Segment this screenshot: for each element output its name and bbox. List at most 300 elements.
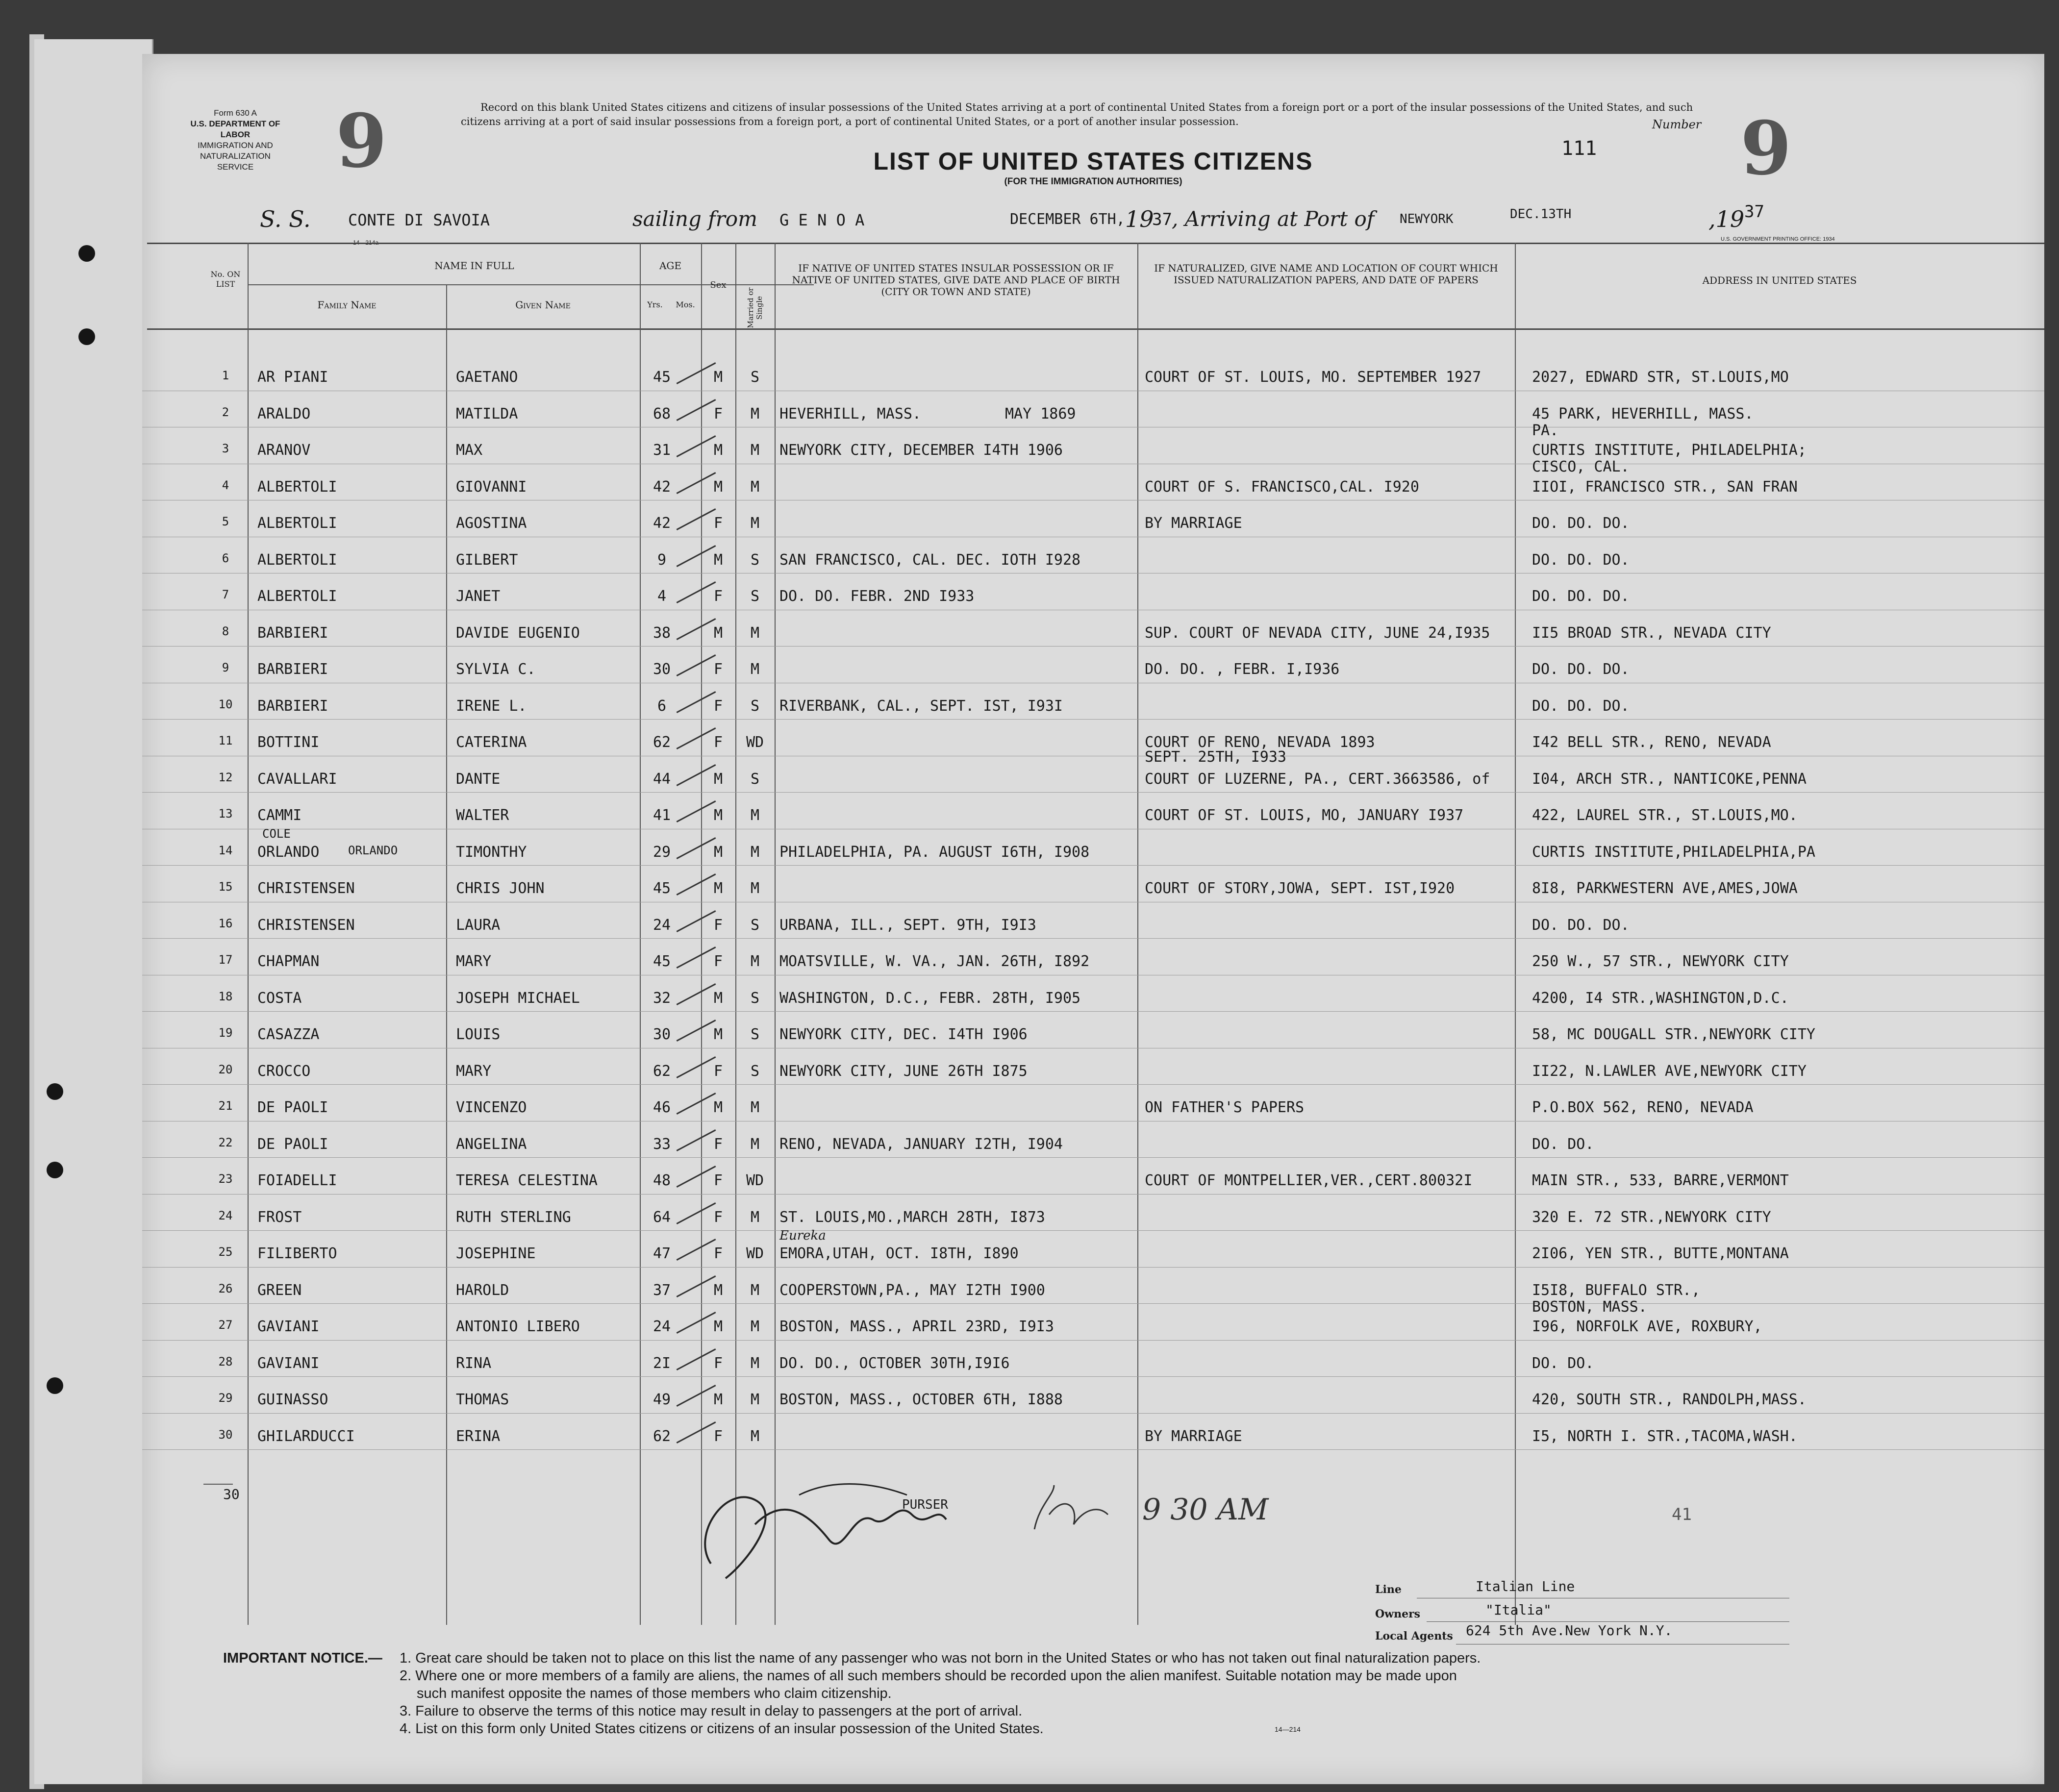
family-name: CHAPMAN	[257, 953, 320, 970]
age-years: 48	[653, 1172, 671, 1189]
birth-place-date: NEWYORK CITY, JUNE 26TH I875	[779, 1062, 1028, 1080]
family-name: BOTTINI	[257, 734, 320, 751]
marital-status: S	[750, 989, 760, 1007]
sex: M	[713, 551, 723, 569]
us-address: 420, SOUTH STR., RANDOLPH,MASS.	[1532, 1391, 1807, 1408]
arrival-year: 37	[1744, 202, 1764, 222]
arriving-label: , Arriving at Port of	[1172, 207, 1375, 231]
marital-status: M	[750, 953, 760, 970]
us-address: DO. DO. DO.	[1532, 515, 1630, 532]
page-count: 41	[1672, 1505, 1692, 1524]
table-row	[142, 504, 2044, 540]
marital-status: M	[750, 442, 760, 459]
age-years: 33	[653, 1135, 671, 1153]
age-years: 9	[657, 551, 667, 569]
table-row	[142, 760, 2044, 796]
department-name: U.S. DEPARTMENT OF LABOR	[190, 119, 280, 139]
table-row	[142, 541, 2044, 577]
given-name: GIOVANNI	[456, 478, 527, 496]
age-years: 44	[653, 770, 671, 788]
given-name: AGOSTINA	[456, 515, 527, 532]
naturalization-court: BY MARRIAGE	[1145, 1427, 1242, 1445]
given-name: RINA	[456, 1354, 492, 1372]
col-married-header: Married or Single	[746, 287, 764, 328]
marital-status: S	[750, 1062, 760, 1080]
row-number: 19	[218, 1026, 233, 1040]
service-name: IMMIGRATION AND NATURALIZATION SERVICE	[198, 141, 273, 172]
birth-place-date: HEVERHILL, MASS.	[779, 405, 921, 423]
us-address: I5I8, BUFFALO STR.,	[1532, 1281, 1701, 1299]
age-years: 62	[653, 734, 671, 751]
row-number: 1	[222, 369, 229, 382]
given-name: IRENE L.	[456, 697, 527, 715]
col-sex-header: Sex	[710, 280, 727, 290]
marital-status: M	[750, 478, 760, 496]
given-name: VINCENZO	[456, 1099, 527, 1116]
ss-label: S. S.	[260, 206, 311, 232]
us-address: II22, N.LAWLER AVE,NEWYORK CITY	[1532, 1062, 1807, 1080]
sheet-number: 111	[1561, 137, 1597, 160]
naturalization-court: COURT OF LUZERNE, PA., CERT.3663586, of	[1145, 770, 1490, 788]
marital-status: S	[750, 551, 760, 569]
row-number: 13	[218, 807, 233, 821]
notice-title: IMPORTANT NOTICE.—	[223, 1650, 382, 1666]
family-correction-note: ORLANDO	[348, 843, 398, 857]
sex: F	[713, 1427, 723, 1445]
family-name: BARBIERI	[257, 697, 328, 715]
row-number: 6	[222, 551, 229, 565]
sex: M	[713, 624, 723, 642]
row-number: 15	[218, 880, 233, 894]
row-number: 10	[218, 697, 233, 711]
row-number: 24	[218, 1208, 233, 1222]
us-address: 2027, EDWARD STR, ST.LOUIS,MO	[1532, 369, 1789, 386]
notice-item-3: 3. Failure to observe the terms of this notice may result in delay to passengers at the port of arrival.	[400, 1703, 1023, 1719]
marital-status: M	[750, 880, 760, 897]
us-address: P.O.BOX 562, RENO, NEVADA	[1532, 1099, 1754, 1116]
line-value: Italian Line	[1476, 1578, 1575, 1594]
marital-status: M	[750, 515, 760, 532]
given-name: TERESA CELESTINA	[456, 1172, 598, 1189]
given-name: ANTONIO LIBERO	[456, 1318, 580, 1335]
family-name: DE PAOLI	[257, 1099, 328, 1116]
owners-rule	[1427, 1621, 1789, 1622]
row-number: 12	[218, 770, 233, 784]
birth-place-date: RENO, NEVADA, JANUARY I2TH, I904	[779, 1135, 1063, 1153]
naturalization-court: COURT OF RENO, NEVADA 1893	[1145, 734, 1375, 751]
marital-status: M	[750, 1099, 760, 1116]
age-years: 45	[653, 953, 671, 970]
us-address: IIOI, FRANCISCO STR., SAN FRAN	[1532, 478, 1798, 496]
birth-place-date: WASHINGTON, D.C., FEBR. 28TH, I905	[779, 989, 1081, 1007]
row-number: 28	[218, 1354, 233, 1369]
naturalization-court: COURT OF STORY,JOWA, SEPT. IST,I920	[1145, 880, 1455, 897]
ship-name: CONTE DI SAVOIA	[348, 211, 490, 229]
given-name: MATILDA	[456, 405, 518, 423]
naturalization-court: DO. DO. , FEBR. I,I936	[1145, 661, 1340, 678]
row-number: 21	[218, 1099, 233, 1113]
col-family-header: Family Name	[317, 299, 377, 311]
us-address: I42 BELL STR., RENO, NEVADA	[1532, 734, 1771, 751]
us-address: DO. DO. DO.	[1532, 551, 1630, 569]
sex: F	[713, 953, 723, 970]
marital-status: M	[750, 1427, 760, 1445]
family-name: BARBIERI	[257, 661, 328, 678]
birth-place-date: PHILADELPHIA, PA. AUGUST I6TH, I908	[779, 843, 1090, 861]
us-address: DO. DO. DO.	[1532, 588, 1630, 605]
row-number: 9	[222, 661, 229, 674]
instructions-text: Record on this blank United States citizens and citizens of insular possessions of the United States arriving at a port of continental United States from a foreign port or a port of the insular possessions of the United States, and such citizens arriving at a port of said insular possessions from a foreign port, a port of continental United States, or a port of another insular possession.	[461, 101, 1693, 127]
port-from: G E N O A	[779, 211, 865, 229]
age-years: 45	[653, 369, 671, 386]
marital-status: S	[750, 1026, 760, 1043]
table-row	[142, 650, 2044, 686]
line-label: Line	[1375, 1583, 1402, 1596]
row-number: 2	[222, 405, 229, 419]
sex: M	[713, 807, 723, 824]
us-address: I04, ARCH STR., NANTICOKE,PENNA	[1532, 770, 1807, 788]
given-name: MARY	[456, 953, 492, 970]
birth-place-date: URBANA, ILL., SEPT. 9TH, I9I3	[779, 916, 1036, 934]
age-years: 41	[653, 807, 671, 824]
table-row	[142, 1015, 2044, 1051]
birth-place-date: ST. LOUIS,MO.,MARCH 28TH, I873	[779, 1208, 1045, 1226]
birth-place-date: NEWYORK CITY, DEC. I4TH I906	[779, 1026, 1028, 1043]
age-years: 31	[653, 442, 671, 459]
sex: M	[713, 1099, 723, 1116]
given-name: WALTER	[456, 807, 509, 824]
table-row	[142, 1380, 2044, 1417]
table-row	[142, 358, 2044, 394]
sex: F	[713, 1245, 723, 1262]
family-name: CHRISTENSEN	[257, 880, 355, 897]
table-row	[142, 1228, 2044, 1270]
family-name: GHILARDUCCI	[257, 1427, 355, 1445]
table-row	[142, 1307, 2044, 1344]
col-age-header: AGE	[659, 260, 682, 272]
table-row	[142, 1088, 2044, 1124]
table-row	[142, 906, 2044, 942]
age-years: 6	[657, 697, 667, 715]
family-name: BARBIERI	[257, 624, 328, 642]
table-row	[142, 395, 2044, 439]
row-number: 29	[218, 1391, 233, 1405]
row-number: 25	[218, 1245, 233, 1259]
naturalization-court: COURT OF ST. LOUIS, MO. SEPTEMBER 1927	[1145, 369, 1481, 386]
total-count: 30	[223, 1486, 240, 1502]
age-years: 49	[653, 1391, 671, 1408]
sex: M	[713, 1281, 723, 1299]
form-number: Form 630 A	[214, 108, 257, 118]
sex: F	[713, 734, 723, 751]
col-name-header: NAME IN FULL	[434, 260, 514, 272]
purser-label: PURSER	[902, 1497, 948, 1512]
age-years: 2I	[653, 1354, 671, 1372]
table-row	[142, 1417, 2044, 1453]
given-name: DAVIDE EUGENIO	[456, 624, 580, 642]
sex: M	[713, 369, 723, 386]
marital-status: M	[750, 1281, 760, 1299]
sex: M	[713, 1391, 723, 1408]
family-name: COSTA	[257, 989, 302, 1007]
marital-status: WD	[746, 1172, 764, 1189]
us-address: CURTIS INSTITUTE,PHILADELPHIA,PA	[1532, 843, 1815, 861]
birth-place-date: SAN FRANCISCO, CAL. DEC. IOTH I928	[779, 551, 1081, 569]
marital-status: S	[750, 588, 760, 605]
age-years: 4	[657, 588, 667, 605]
birth-place-date: MOATSVILLE, W. VA., JAN. 26TH, I892	[779, 953, 1090, 970]
bottom-code: 14—214	[1275, 1725, 1301, 1733]
given-name: MARY	[456, 1062, 492, 1080]
col-birth-header: IF NATIVE OF UNITED STATES INSULAR POSSESSION OR IF NATIVE OF UNITED STATES, GIVE DATE AND PLACE OF BIRTH (CITY OR TOWN AND STATE)	[792, 262, 1120, 298]
sailing-label: sailing from	[632, 207, 757, 231]
notice-item-2-cont: such manifest opposite the names of those members who claim citizenship.	[417, 1686, 892, 1701]
marital-status: M	[750, 624, 760, 642]
number-label: Number	[1652, 118, 1702, 131]
depart-date: DECEMBER 6TH,	[1010, 211, 1125, 228]
marital-status: M	[750, 1135, 760, 1153]
sex: M	[713, 770, 723, 788]
table-row	[142, 723, 2044, 766]
us-address: II5 BROAD STR., NEVADA CITY	[1532, 624, 1771, 642]
punch-hole	[78, 328, 95, 345]
owners-label: Owners	[1375, 1608, 1421, 1620]
age-years: 46	[653, 1099, 671, 1116]
us-address: 422, LAUREL STR., ST.LOUIS,MO.	[1532, 807, 1798, 824]
naturalization-court: ON FATHER'S PAPERS	[1145, 1099, 1305, 1116]
year-prefix: 19	[1125, 206, 1154, 232]
agents-label: Local Agents	[1375, 1630, 1453, 1643]
punch-hole	[47, 1377, 63, 1394]
given-name: SYLVIA C.	[456, 661, 536, 678]
naturalization-court: COURT OF MONTPELLIER,VER.,CERT.80032I	[1145, 1172, 1473, 1189]
sex: F	[713, 1062, 723, 1080]
sex: M	[713, 989, 723, 1007]
given-name: CHRIS JOHN	[456, 880, 545, 897]
time-note: 9 30 AM	[1142, 1493, 1269, 1527]
age-years: 42	[653, 515, 671, 532]
family-name: ARANOV	[257, 442, 311, 459]
notice-item-1: 1. Great care should be taken not to place on this list the name of any passenger who was not born in the United States or who has not taken out final naturalization papers.	[400, 1650, 1481, 1666]
family-name: GAVIANI	[257, 1354, 320, 1372]
row-number: 17	[218, 953, 233, 967]
age-years: 30	[653, 1026, 671, 1043]
table-row	[142, 1161, 2044, 1197]
age-years: 38	[653, 624, 671, 642]
us-address: 8I8, PARKWESTERN AVE,AMES,JOWA	[1532, 880, 1798, 897]
given-name: GAETANO	[456, 369, 518, 386]
row-number: 8	[222, 624, 229, 638]
age-years: 68	[653, 405, 671, 423]
sex: F	[713, 515, 723, 532]
age-years: 24	[653, 916, 671, 934]
birth-place-date: COOPERSTOWN,PA., MAY I2TH I900	[779, 1281, 1045, 1299]
sex: F	[713, 697, 723, 715]
notice-item-2: 2. Where one or more members of a family are aliens, the names of all such members should be recorded upon the alien manifest. Suitable notation may be made upon	[400, 1668, 1457, 1684]
sex: M	[713, 880, 723, 897]
table-row	[142, 614, 2044, 650]
given-name: JANET	[456, 588, 501, 605]
marital-status: M	[750, 1318, 760, 1335]
birth-extra: MAY 1869	[1005, 405, 1076, 423]
back-sheet	[34, 39, 153, 1784]
us-address: 2I06, YEN STR., BUTTE,MONTANA	[1532, 1245, 1789, 1262]
family-name: CHRISTENSEN	[257, 916, 355, 934]
sex: F	[713, 405, 723, 423]
family-name: CAMMI	[257, 807, 302, 824]
family-name: GUINASSO	[257, 1391, 328, 1408]
birth-place-date: BOSTON, MASS., APRIL 23RD, I9I3	[779, 1318, 1054, 1335]
col-mos-header: Mos.	[676, 300, 695, 309]
age-years: 62	[653, 1427, 671, 1445]
col-address-header: ADDRESS IN UNITED STATES	[1702, 274, 1857, 286]
row-number: 23	[218, 1172, 233, 1186]
address-extra: BOSTON, MASS.	[1532, 1298, 1647, 1316]
marital-status: M	[750, 405, 760, 423]
sex: M	[713, 1318, 723, 1335]
marital-status: M	[750, 1354, 760, 1372]
row-number: 27	[218, 1318, 233, 1332]
sex: F	[713, 1172, 723, 1189]
sex: F	[713, 916, 723, 934]
table-row	[142, 687, 2044, 723]
age-years: 24	[653, 1318, 671, 1335]
family-name: ORLANDO	[257, 843, 320, 861]
marital-status: S	[750, 697, 760, 715]
given-name: TIMONTHY	[456, 843, 527, 861]
given-name: JOSEPHINE	[456, 1245, 536, 1262]
us-address: 4200, I4 STR.,WASHINGTON,D.C.	[1532, 989, 1789, 1007]
row-number: 4	[222, 478, 229, 492]
manifest-page	[142, 54, 2044, 1784]
sex: M	[713, 478, 723, 496]
number-value: 9	[1740, 105, 1792, 192]
table-row	[142, 942, 2044, 978]
table-row	[142, 431, 2044, 475]
age-years: 64	[653, 1208, 671, 1226]
table-row	[142, 796, 2044, 832]
family-name: ALBERTOLI	[257, 478, 337, 496]
col-no-header: No. ON LIST	[210, 270, 241, 289]
naturalization-court: COURT OF ST. LOUIS, MO, JANUARY I937	[1145, 807, 1464, 824]
family-name: CROCCO	[257, 1062, 311, 1080]
row-number: 3	[222, 442, 229, 455]
table-row	[142, 577, 2044, 613]
birth-place-date: DO. DO., OCTOBER 30TH,I9I6	[779, 1354, 1010, 1372]
marital-status: WD	[746, 734, 764, 751]
us-address: DO. DO. DO.	[1532, 916, 1630, 934]
table-row	[142, 1052, 2044, 1088]
table-row	[142, 826, 2044, 869]
family-name: GAVIANI	[257, 1318, 320, 1335]
address-extra: CISCO, CAL.	[1532, 458, 1630, 475]
us-address: 58, MC DOUGALL STR.,NEWYORK CITY	[1532, 1026, 1815, 1043]
row-number: 11	[218, 734, 233, 747]
table-row	[142, 1198, 2044, 1234]
family-name: ALBERTOLI	[257, 588, 337, 605]
given-name: MAX	[456, 442, 483, 459]
header-bottom-rule	[147, 328, 2044, 330]
given-name: HAROLD	[456, 1281, 509, 1299]
us-address: CURTIS INSTITUTE, PHILADELPHIA;	[1532, 442, 1807, 459]
us-address: DO. DO. DO.	[1532, 697, 1630, 715]
family-name: ALBERTOLI	[257, 515, 337, 532]
sex: F	[713, 588, 723, 605]
row-number: 5	[222, 515, 229, 528]
given-name: THOMAS	[456, 1391, 509, 1408]
sex: F	[713, 1135, 723, 1153]
age-years: 45	[653, 880, 671, 897]
marital-status: M	[750, 843, 760, 861]
age-years: 29	[653, 843, 671, 861]
page-title: LIST OF UNITED STATES CITIZENS	[873, 148, 1313, 175]
owners-value: "Italia"	[1485, 1602, 1552, 1618]
row-number: 20	[218, 1062, 233, 1076]
arrival-date: DEC.13TH	[1510, 207, 1572, 222]
marital-status: S	[750, 916, 760, 934]
birth-place-date: RIVERBANK, CAL., SEPT. IST, I93I	[779, 697, 1063, 715]
given-name: DANTE	[456, 770, 501, 788]
age-years: 47	[653, 1245, 671, 1262]
sex: M	[713, 1026, 723, 1043]
age-years: 37	[653, 1281, 671, 1299]
total-rule	[203, 1484, 233, 1485]
table-row	[142, 1271, 2044, 1316]
arrival-year-prefix: ,19	[1708, 206, 1745, 232]
table-row	[142, 468, 2044, 504]
family-name: ALBERTOLI	[257, 551, 337, 569]
marital-status: S	[750, 369, 760, 386]
court-extra: SEPT. 25TH, I933	[1145, 748, 1286, 766]
us-address: 45 PARK, HEVERHILL, MASS.	[1532, 405, 1754, 423]
table-row	[142, 979, 2044, 1015]
notice-item-4: 4. List on this form only United States citizens or citizens of an insular possession of the United States.	[400, 1721, 1044, 1737]
naturalization-court: SUP. COURT OF NEVADA CITY, JUNE 24,I935	[1145, 624, 1490, 642]
family-name: FILIBERTO	[257, 1245, 337, 1262]
family-name: FROST	[257, 1208, 302, 1226]
table-row	[142, 869, 2044, 905]
punch-hole	[78, 245, 95, 262]
family-name: FOIADELLI	[257, 1172, 337, 1189]
marital-status: WD	[746, 1245, 764, 1262]
table-row	[142, 1344, 2044, 1380]
given-name: GILBERT	[456, 551, 518, 569]
marital-status: M	[750, 1208, 760, 1226]
birth-place-date: EMORA,UTAH, OCT. I8TH, I890	[779, 1245, 1019, 1262]
page-mark-left: 9	[336, 98, 387, 184]
us-address: DO. DO.	[1532, 1354, 1594, 1372]
naturalization-court: COURT OF S. FRANCISCO,CAL. I920	[1145, 478, 1419, 496]
marital-status: M	[750, 1391, 760, 1408]
col-yrs-header: Yrs.	[647, 300, 663, 309]
birth-correction-note: Eureka	[779, 1228, 826, 1243]
family-name: CASAZZA	[257, 1026, 320, 1043]
col-given-header: Given Name	[515, 299, 571, 311]
sex: M	[713, 843, 723, 861]
inspector-initials	[1025, 1475, 1123, 1549]
us-address: MAIN STR., 533, BARRE,VERMONT	[1532, 1172, 1789, 1189]
form-block	[181, 108, 289, 173]
agents-value: 624 5th Ave.New York N.Y.	[1466, 1622, 1673, 1639]
family-name: CAVALLARI	[257, 770, 337, 788]
purser-signature	[681, 1466, 1054, 1593]
sex: F	[713, 1208, 723, 1226]
marital-status: M	[750, 661, 760, 678]
marital-status: M	[750, 807, 760, 824]
us-address: DO. DO.	[1532, 1135, 1594, 1153]
given-name: CATERINA	[456, 734, 527, 751]
marital-status: S	[750, 770, 760, 788]
